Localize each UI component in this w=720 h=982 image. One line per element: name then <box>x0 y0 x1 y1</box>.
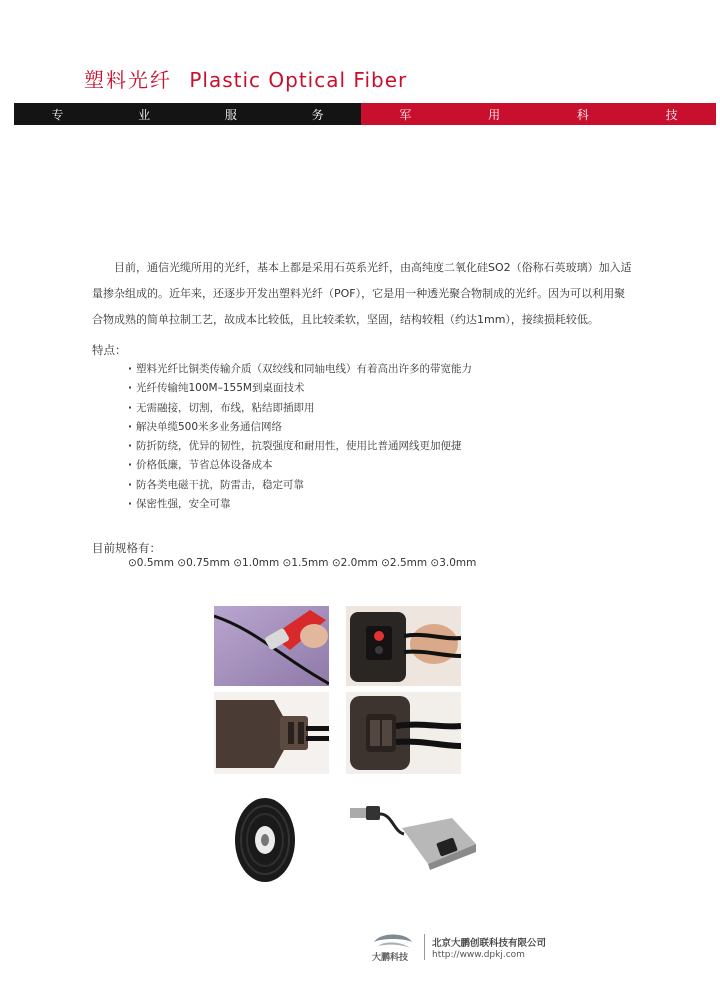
band-char: 科 <box>576 107 589 122</box>
logo-text: 大鹏科技 <box>372 953 409 963</box>
list-item: · 保密性强，安全可靠 <box>128 495 472 514</box>
footer-url: http://www.dpkj.com <box>432 950 525 960</box>
photo-connector-plug <box>214 692 329 774</box>
band-char: 用 <box>488 107 501 122</box>
list-item: · 无需融接，切割，布线，粘结即插即用 <box>128 399 472 418</box>
features-heading: 特点： <box>92 343 127 357</box>
title-chinese: 塑料光纤 <box>84 68 172 92</box>
band-char: 专 <box>51 107 64 122</box>
company-logo <box>370 930 416 964</box>
features-list <box>128 360 472 514</box>
photo-fiber-spool <box>230 792 300 888</box>
list-item: · 防折防绕，优异的韧性，抗裂强度和耐用性，使用比普通网线更加便捷 <box>128 437 472 456</box>
intro-paragraph: 目前，通信光缆所用的光纤，基本上都是采用石英系光纤，由高纯度二氧化硅SO2（俗称石英玻璃）加入适量掺杂组成的。近年来，还逐步开发出塑料光纤（POF），它是用一种透光聚合物制成的光纤。因为可以利用聚合物成熟的简单拉制工艺，故成本比较低，且比较柔软，坚固，结构较粗（约达1mm），接续损耗较低。 <box>92 261 632 326</box>
photo-connector-led <box>346 606 461 686</box>
list-item: · 防各类电磁干扰，防雷击，稳定可靠 <box>128 476 472 495</box>
band-right <box>361 103 716 125</box>
photo-usb-converter <box>348 798 478 870</box>
band-left <box>14 103 361 125</box>
list-item: · 光纤传输纯100M–155M到桌面技术 <box>128 379 472 398</box>
band-char: 业 <box>138 107 151 122</box>
list-item: · 解决单缆500米多业务通信网络 <box>128 418 472 437</box>
title-english: Plastic Optical Fiber <box>189 68 408 92</box>
photo-fiber-cutting <box>214 606 329 686</box>
header-band <box>14 103 716 125</box>
footer-company: 北京大鹏创联科技有限公司 <box>432 938 547 949</box>
list-item: · 价格低廉，节省总体设备成本 <box>128 456 472 475</box>
photo-duplex-connector <box>346 692 461 774</box>
specs-heading: 目前规格有： <box>92 541 161 555</box>
specs-values: ⊙0.5mm ⊙0.75mm ⊙1.0mm ⊙1.5mm ⊙2.0mm ⊙2.5mm ⊙3.0mm <box>128 557 477 569</box>
band-char: 技 <box>665 107 678 122</box>
page-title <box>84 64 407 93</box>
list-item: · 塑料光纤比铜类传输介质（双绞线和同轴电线）有着高出许多的带宽能力 <box>128 360 472 379</box>
band-char: 军 <box>399 107 412 122</box>
band-char: 务 <box>311 107 324 122</box>
footer-divider <box>424 934 425 960</box>
band-char: 服 <box>224 107 237 122</box>
